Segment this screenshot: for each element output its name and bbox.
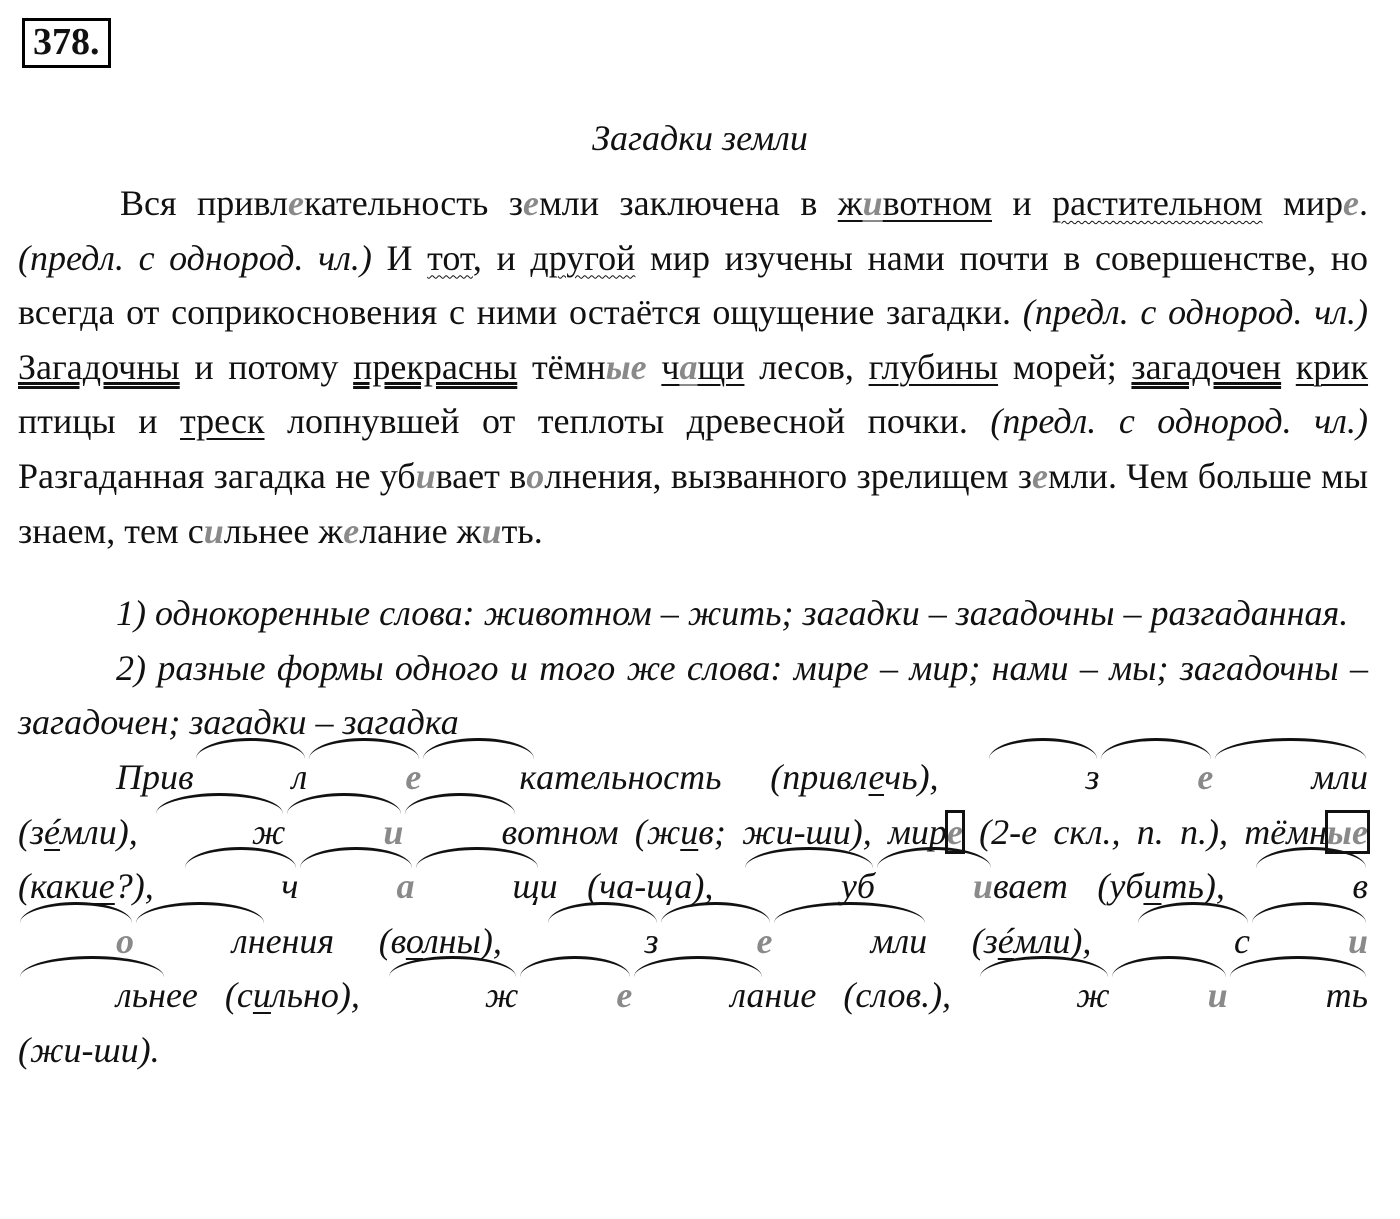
text-run: мир — [887, 811, 947, 852]
text-run: прекрасны — [353, 346, 518, 387]
text-run: И — [371, 237, 428, 278]
text-run: , и — [472, 237, 531, 278]
text-run: кательность з — [303, 183, 523, 223]
text-run: мли заключена в — [538, 183, 838, 223]
text-run: é — [997, 920, 1014, 961]
text-run: (предл. с однород. чл.) — [1022, 292, 1369, 333]
text-run: мир — [1282, 183, 1344, 223]
text-run: вает (уб — [993, 866, 1144, 907]
text-run: льно), — [270, 975, 387, 1016]
text-run: и — [481, 510, 502, 551]
text-run: изучены — [710, 237, 868, 278]
text-run: мир — [649, 237, 710, 278]
text-run: и — [203, 510, 224, 551]
text-run: ые — [605, 346, 647, 387]
text-run: (как — [18, 866, 81, 907]
text-run: треск — [180, 401, 265, 442]
text-run: а — [679, 346, 698, 387]
text-run: е — [946, 811, 963, 852]
text-run: мли), — [1013, 920, 1136, 961]
text-run: и — [252, 975, 271, 1016]
text-run: с — [1136, 914, 1250, 969]
text-run: (з — [927, 920, 998, 961]
text-run: Разгаданная загадка — [18, 455, 326, 496]
text-run: к — [421, 750, 536, 805]
text-run: птицы и — [18, 401, 180, 442]
text-run — [1263, 183, 1283, 223]
text-run: мли), — [60, 811, 154, 852]
exercise-number: 378. — [22, 18, 111, 68]
text-run: é — [44, 811, 61, 852]
exercise-body — [18, 176, 1368, 1078]
text-run: морей; — [998, 346, 1132, 387]
text-run: мли. Чем больше — [1047, 455, 1322, 496]
text-run: мли — [772, 914, 927, 969]
text-run: о — [18, 914, 134, 969]
text-run: 2) разные формы одного и того же слова: мире – мир; нами – мы; загадочны – загадочен; загадки – загадка — [18, 647, 1368, 743]
text-run: . — [1002, 292, 1023, 333]
text-run: . — [533, 510, 543, 551]
text-title: Загадки земли — [592, 118, 808, 158]
text-run: Загадочны — [18, 346, 180, 387]
text-run: ть), — [1161, 866, 1255, 907]
text-run: ние (слов.), — [764, 975, 979, 1016]
text-run: . — [1359, 183, 1368, 223]
text-run: ее (с — [165, 975, 253, 1016]
text-run: загадки — [886, 292, 1003, 333]
text-run: ые — [1327, 811, 1368, 852]
text-run: л — [194, 750, 308, 805]
text-run: ть — [1228, 968, 1368, 1023]
text-run: ?), — [114, 866, 184, 907]
text-run: щ — [414, 859, 539, 914]
text-run: ж — [837, 183, 863, 223]
text-run: 1) однокоренные слова: животном – жить; загадки – загадочны – разгаданная. — [116, 593, 1349, 634]
text-run: лесов, — [744, 346, 869, 387]
text-run: з — [546, 914, 658, 969]
text-run: и — [875, 859, 993, 914]
text-run — [1281, 347, 1296, 387]
text-run: Прив — [116, 756, 194, 797]
text-run: лопнувшей от теплоты древесной почки. — [264, 401, 991, 442]
text-run: ж — [456, 510, 482, 551]
text-run: и — [1250, 914, 1368, 969]
text-run: ж — [154, 805, 286, 860]
text-run: з — [987, 750, 1099, 805]
text-run: в — [1254, 859, 1368, 914]
text-run: (предл. с однород. чл.) — [18, 237, 372, 278]
text-run: е — [522, 183, 539, 223]
text-run: крик — [1295, 346, 1369, 387]
text-run: о — [526, 455, 545, 496]
text-run: (з — [18, 811, 45, 852]
text-run: и — [415, 455, 436, 496]
text-run: Вся привл — [120, 183, 288, 223]
text-run: е — [659, 914, 773, 969]
text-run: о — [405, 920, 423, 961]
text-run: в; жи-ши), — [698, 811, 888, 852]
text-run: (предл. с однород. чл.) — [990, 401, 1368, 442]
text-run: е — [518, 968, 632, 1023]
text-run: лнения, вызванного зрелищем з — [544, 455, 1032, 496]
text-run: льн — [18, 968, 166, 1023]
text-run: е — [287, 183, 304, 223]
text-run: глубины — [868, 346, 999, 387]
text-run: и потому — [179, 346, 354, 387]
text-run: другой — [530, 237, 636, 278]
text-run: чь), — [884, 756, 988, 797]
text-run: и (ча-ща), — [539, 866, 743, 907]
text-run: (жи-ши). — [18, 1029, 160, 1070]
text-run: е — [1031, 455, 1048, 496]
text-run: ть — [501, 510, 534, 551]
answer-word-forms — [18, 641, 1368, 750]
text-run: ения (в — [265, 920, 406, 961]
text-run: ч — [183, 859, 298, 914]
text-run: мли — [1213, 750, 1368, 805]
text-run: не уб — [325, 455, 416, 496]
text-run: ж — [387, 968, 519, 1023]
text-run: е — [307, 750, 421, 805]
text-run: отном (ж — [517, 811, 681, 852]
text-run: лны), — [422, 920, 547, 961]
text-run: ательность (привл — [536, 756, 869, 797]
text-run: ж — [978, 968, 1110, 1023]
text-run: лание — [359, 510, 457, 551]
answer-root-analysis — [18, 750, 1368, 1078]
text-run: загадочен — [1131, 346, 1282, 387]
text-run: льнее ж — [223, 510, 344, 551]
text-run: мы — [1321, 455, 1369, 496]
text-run: и — [1110, 968, 1228, 1023]
text-run: а — [298, 859, 414, 914]
answer-cognates — [18, 586, 1368, 641]
text-run: и — [680, 811, 699, 852]
text-run: в — [403, 805, 517, 860]
text-run: и — [992, 183, 1053, 223]
main-paragraph — [18, 176, 1368, 558]
text-run: е — [1099, 750, 1213, 805]
text-run: е — [1343, 183, 1359, 223]
text-run — [517, 347, 532, 387]
text-run: и — [862, 183, 883, 223]
text-run: знаем, тем с — [18, 510, 204, 551]
text-run: ие — [80, 866, 115, 907]
text-run: нами — [867, 237, 945, 278]
text-run: вает в — [435, 455, 527, 496]
text-run: и — [285, 805, 403, 860]
text-run: растительном — [1052, 183, 1263, 223]
text-run: щи — [697, 346, 745, 387]
text-run: е — [868, 756, 885, 797]
text-run: лн — [134, 914, 266, 969]
text-run: тот — [427, 237, 473, 278]
text-run: тёмн — [531, 346, 606, 387]
text-run: (2-е скл., п. п.), тёмн — [962, 811, 1328, 852]
text-run: ла — [632, 968, 764, 1023]
text-run: почти в совершенстве, но всегда от соприкосновения с ними остаётся ощущение — [18, 237, 1368, 333]
text-run: вотном — [882, 183, 993, 223]
text-run: е — [343, 510, 360, 551]
text-run: уб — [743, 859, 875, 914]
text-run: и — [1143, 866, 1162, 907]
text-run: ч — [661, 346, 680, 387]
text-run — [647, 347, 662, 387]
text-run — [635, 238, 650, 278]
